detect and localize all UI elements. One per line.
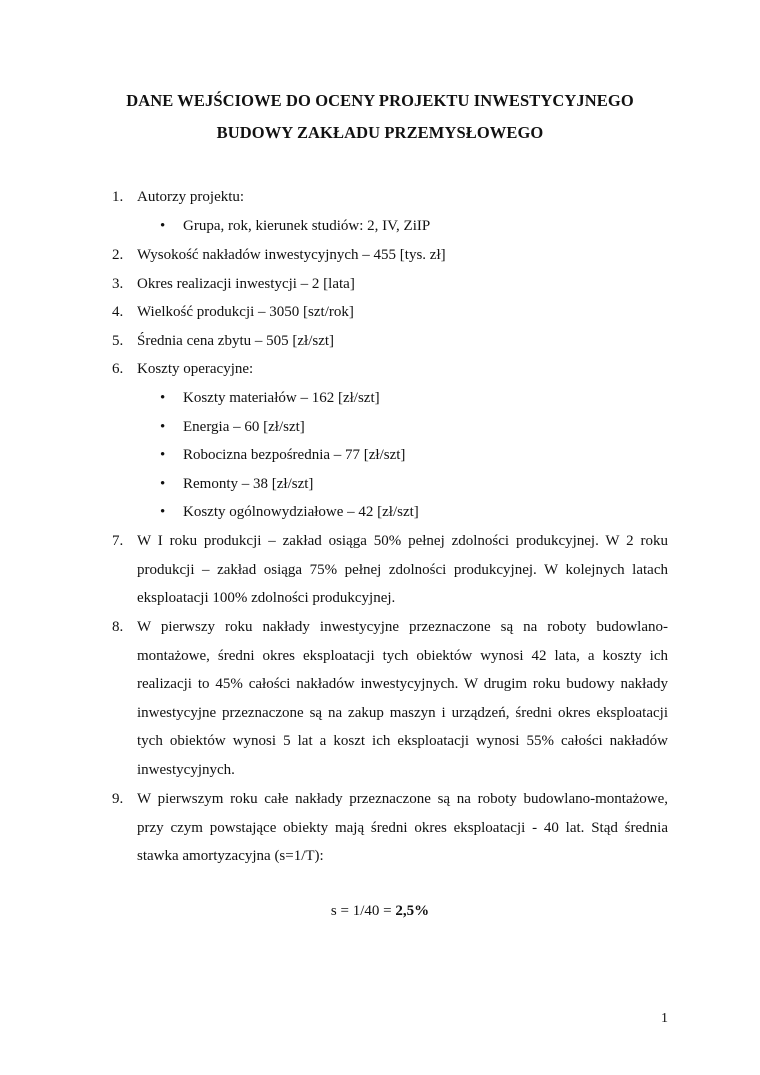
item-number: 1. — [112, 189, 124, 205]
bullet-text: Energia – 60 [zł/szt] — [183, 419, 305, 435]
item-text: Średnia cena zbytu – 505 [zł/szt] — [137, 333, 335, 349]
bullet-text: Koszty materiałów – 162 [zł/szt] — [183, 390, 380, 406]
bullet-icon: • — [160, 218, 166, 234]
item-text: W pierwszy roku nakłady inwestycyjne przeznaczone są na roboty budowlano-montażowe, średni okres eksploatacji tych obiektów wynosi 42 lata, a koszty ich realizacji to 45% całości nakładów inwestycyjnych. W drugim roku budowy nakłady inwestycyjne przeznaczone są na zakup maszyn i urządzeń, średni okres eksploatacji tych obiektów wynosi 5 lat a koszt ich eksploatacji wynosi 55% całości nakładów inwestycyjnych. — [137, 619, 668, 778]
item-text: Koszty operacyjne: — [137, 361, 254, 377]
document-title-line-1: DANE WEJŚCIOWE DO OCENY PROJEKTU INWESTYCYJNEGO — [126, 91, 634, 110]
list-item-2 — [112, 241, 668, 270]
formula-expression: s = 1/40 = — [330, 903, 396, 919]
bullet-text: Remonty – 38 [zł/szt] — [183, 476, 314, 492]
page-number: 1 — [661, 1011, 668, 1026]
bullet-icon: • — [160, 504, 166, 520]
item-number: 2. — [112, 247, 124, 263]
cost-bullet — [160, 441, 405, 470]
list-item-7 — [112, 527, 668, 613]
bullet-icon: • — [160, 390, 166, 406]
amortization-formula — [80, 903, 680, 920]
bullet-text: Koszty ogólnowydziałowe – 42 [zł/szt] — [183, 504, 419, 520]
bullet-icon: • — [160, 419, 166, 435]
list-item-4 — [112, 298, 668, 327]
item-text: W pierwszym roku całe nakłady przeznaczone są na roboty budowlano-montażowe, przy czym powstające obiekty mają średni okres eksploatacji - 40 lat. Stąd średnia stawka amortyzacyjna (s=1/T): — [137, 791, 668, 865]
list-item-3 — [112, 270, 668, 299]
item-text: W I roku produkcji – zakład osiąga 50% pełnej zdolności produkcyjnej. W 2 roku produkcji – zakład osiąga 75% pełnej zdolności produkcyjnej. W kolejnych latach eksploatacji 100% zdolności produkcyjnej. — [137, 533, 668, 607]
formula-result: 2,5% — [395, 903, 430, 919]
bullet-icon: • — [160, 476, 166, 492]
list-item-5 — [112, 327, 668, 356]
list-item-8 — [112, 613, 668, 785]
list-item-6 — [112, 355, 668, 384]
document-title-line-2: BUDOWY ZAKŁADU PRZEMYSŁOWEGO — [216, 123, 544, 142]
item-number: 6. — [112, 361, 124, 377]
item-text: Autorzy projektu: — [137, 189, 245, 205]
cost-bullet — [160, 498, 419, 527]
item-text: Wielkość produkcji – 3050 [szt/rok] — [137, 304, 354, 320]
item-number: 5. — [112, 333, 124, 349]
authors-bullet — [160, 212, 430, 241]
item-text: Okres realizacji inwestycji – 2 [lata] — [137, 276, 355, 292]
item-number: 3. — [112, 276, 124, 292]
item-number: 9. — [112, 791, 124, 807]
item-number: 4. — [112, 304, 124, 320]
bullet-text: Robocizna bezpośrednia – 77 [zł/szt] — [183, 447, 406, 463]
cost-bullet — [160, 470, 313, 499]
bullet-icon: • — [160, 447, 166, 463]
bullet-text: Grupa, rok, kierunek studiów: 2, IV, ZiIP — [183, 218, 431, 234]
item-number: 8. — [112, 619, 124, 635]
list-item-1 — [112, 183, 668, 212]
cost-bullet — [160, 413, 305, 442]
item-number: 7. — [112, 533, 124, 549]
list-item-9 — [112, 785, 668, 871]
cost-bullet — [160, 384, 380, 413]
item-text: Wysokość nakładów inwestycyjnych – 455 [tys. zł] — [137, 247, 446, 263]
